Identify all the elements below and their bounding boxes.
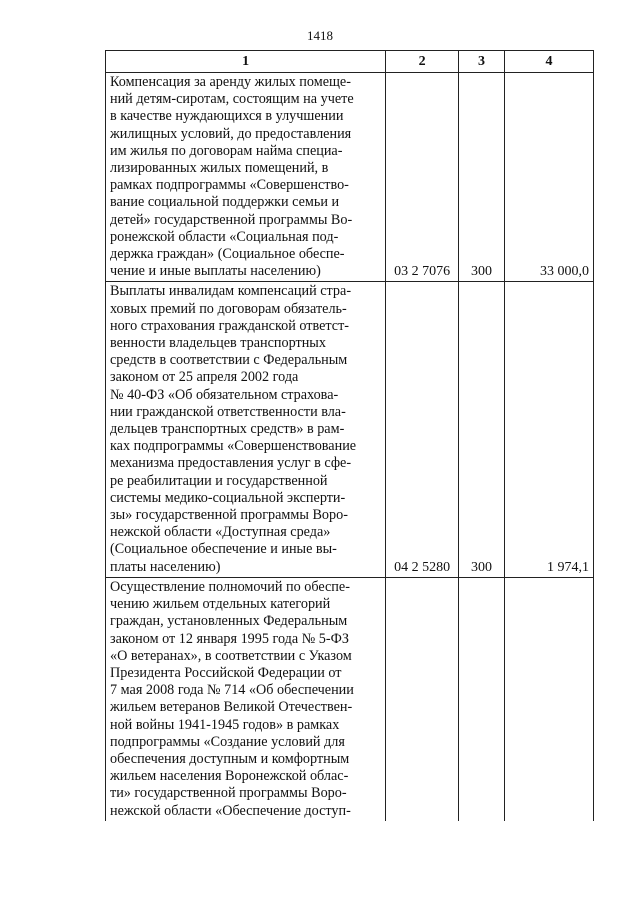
row-type: [458, 577, 504, 820]
row-type: 300: [458, 282, 504, 577]
row-description: Осуществление полномочий по обеспе- чению жильем отдельных категорий граждан, установленных Федеральным законом от 12 января 1995 года № 5-ФЗ «О ветеранах», в соответствии с Указом Президента Российской Федерации от 7 мая 2008 года № 714 «Об обеспечении жильем ветеранов Великой Отечествен- ной войны 1941-1945 годов» в рамках подпрограммы «Создание условий для обеспечения доступным и комфортным жильем населения Воронежской облас- ти» государственной программы Воро- нежской области «Обеспечение доступ-: [106, 577, 386, 820]
column-header-1: 1: [106, 51, 386, 73]
table-row: [106, 282, 594, 577]
column-header-3: 3: [458, 51, 504, 73]
row-amount: 1 974,1: [504, 282, 593, 577]
row-amount: [504, 577, 593, 820]
budget-table: [105, 50, 594, 821]
row-code: 03 2 7076: [386, 73, 459, 282]
page-number: 1418: [307, 28, 333, 43]
row-code: 04 2 5280: [386, 282, 459, 577]
table-header-row: [106, 51, 594, 73]
table-row: [106, 577, 594, 820]
row-description: Компенсация за аренду жилых помеще- ний детям-сиротам, состоящим на учете в качестве нуждающихся в улучшении жилищных условий, до предоставления им жилья по договорам найма специа- лизированных жилых помещений, в рамках подпрограммы «Совершенство- вание социальной поддержки семьи и детей» государственной программы Во- ронежской области «Социальная под- держка граждан» (Социальное обеспе- чение и иные выплаты населению): [106, 73, 386, 282]
column-header-4: 4: [504, 51, 593, 73]
row-code: [386, 577, 459, 820]
row-description: Выплаты инвалидам компенсаций стра- ховых премий по договорам обязатель- ного страхования гражданской ответст- венности владельцев транспортных средств в соответствии с Федеральным законом от 25 апреля 2002 года № 40-ФЗ «Об обязательном страхова- нии гражданской ответственности вла- дельцев транспортных средств» в рам- ках подпрограммы «Совершенствование механизма предоставления услуг в сфе- ре реабилитации и государственной системы медико-социальной эксперти- зы» государственной программы Воро- нежской области «Доступная среда» (Социальное обеспечение и иные вы- платы населению): [106, 282, 386, 577]
table-row: [106, 73, 594, 282]
row-type: 300: [458, 73, 504, 282]
row-amount: 33 000,0: [504, 73, 593, 282]
column-header-2: 2: [386, 51, 459, 73]
